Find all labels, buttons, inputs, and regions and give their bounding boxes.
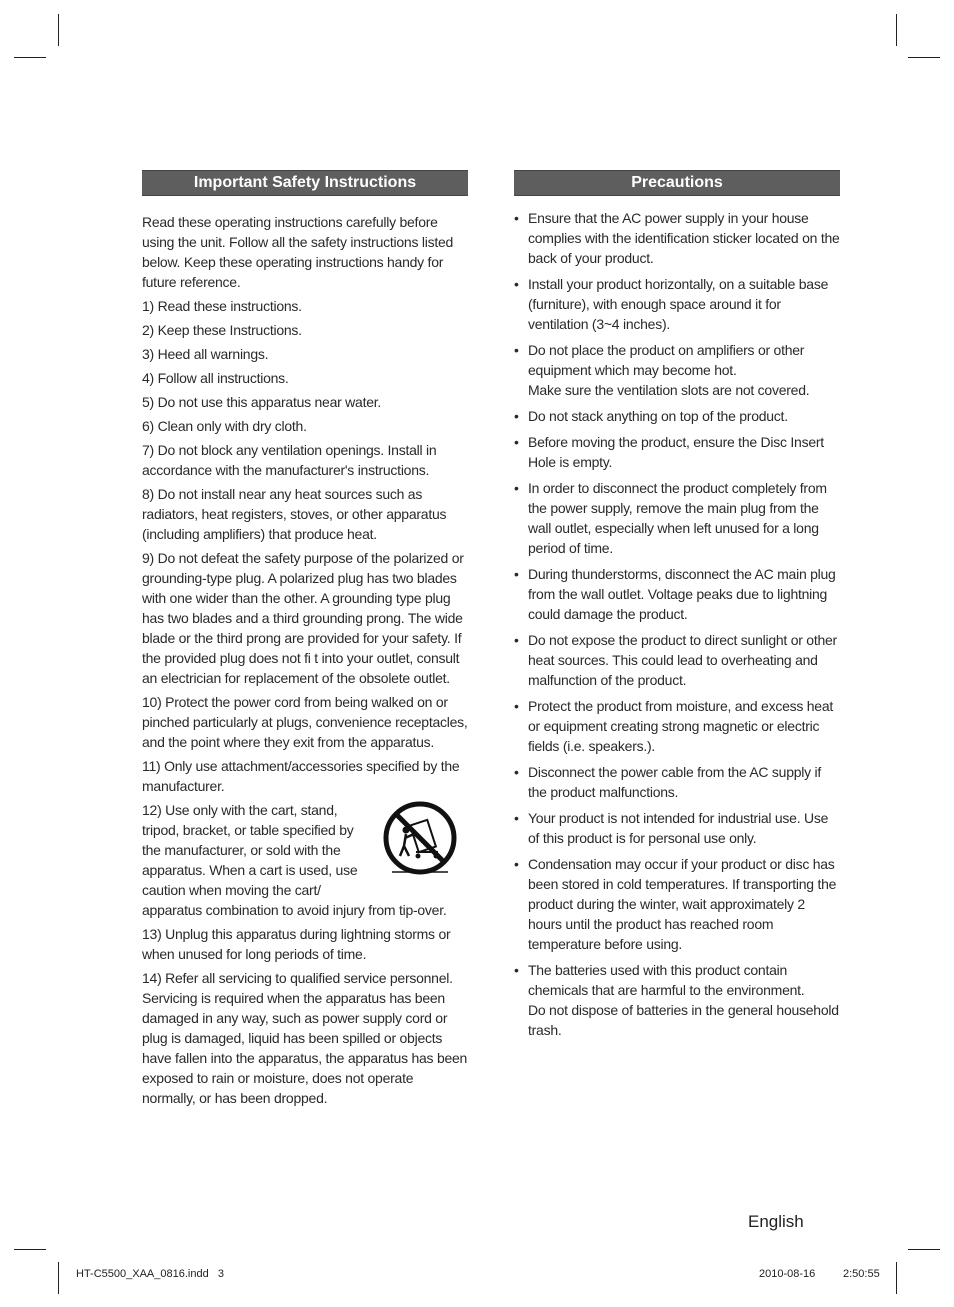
safety-item: 14) Refer all servicing to qualified service personnel. Servicing is required when the apparatus has been damaged in any way, such as power supply cord or plug is damaged, liquid has been spilled or objects have fallen into the apparatus, the apparatus has been exposed to rain or moisture, does not operate normally, or has been dropped. <box>142 970 468 1106</box>
safety-instructions-column <box>142 170 468 1108</box>
precaution-item <box>514 478 840 558</box>
safety-item-cart-continued: apparatus combination to avoid injury from tip-over. <box>142 902 447 918</box>
bullet-dot: • <box>514 434 519 450</box>
precaution-item <box>514 854 840 954</box>
bullet-dot: • <box>514 342 519 358</box>
crop-mark <box>908 57 940 58</box>
bullet-dot: • <box>514 962 519 978</box>
safety-intro-paragraph: Read these operating instructions carefully before using the unit. Follow all the safety instructions listed below. Keep these operating instructions handy for future reference. <box>142 214 454 290</box>
safety-item: 8) Do not install near any heat sources such as radiators, heat registers, stoves, or other apparatus (including amplifiers) that produce heat. <box>142 486 447 542</box>
precaution-text: Do not expose the product to direct sunlight or other heat sources. This could lead to overheating and malfunction of the product. <box>528 632 837 688</box>
crop-mark <box>908 1249 940 1250</box>
safety-item: 13) Unplug this apparatus during lightning storms or when unused for long periods of time. <box>142 926 451 962</box>
safety-item: 11) Only use attachment/accessories specified by the manufacturer. <box>142 758 460 794</box>
precaution-text: Protect the product from moisture, and excess heat or equipment creating strong magnetic or electric fields (i.e. speakers.). <box>528 698 833 754</box>
crop-mark <box>896 1262 897 1294</box>
safety-instructions-header: Important Safety Instructions <box>142 170 468 196</box>
crop-mark <box>14 1249 46 1250</box>
safety-item: 9) Do not defeat the safety purpose of the polarized or grounding-type plug. A polarized plug has two blades with one wider than the other. A grounding type plug has two blades and a third grounding prong. The wide blade or the third prong are provided for your safety. If the provided plug does not fi t into your outlet, consult an electrician for replacement of the obsolete outlet. <box>142 550 464 686</box>
precaution-text: Do not place the product on amplifiers or other equipment which may become hot. <box>528 342 805 378</box>
precaution-text: In order to disconnect the product completely from the power supply, remove the main plug from the wall outlet, especially when left unused for a long period of time. <box>528 480 827 556</box>
precaution-item <box>514 274 840 334</box>
precaution-text: During thunderstorms, disconnect the AC main plug from the wall outlet. Voltage peaks due to lightning could damage the product. <box>528 566 836 622</box>
precaution-item <box>514 762 840 802</box>
crop-mark <box>58 14 59 46</box>
precaution-text: Do not stack anything on top of the product. <box>528 408 788 424</box>
footer-date: 2010-08-16 <box>759 1268 816 1280</box>
bullet-dot: • <box>514 632 519 648</box>
safety-item: 3) Heed all warnings. <box>142 346 269 362</box>
precaution-item <box>514 960 840 1040</box>
precaution-text: Before moving the product, ensure the Disc Insert Hole is empty. <box>528 434 824 470</box>
safety-item: 1) Read these instructions. <box>142 298 302 314</box>
bullet-dot: • <box>514 856 519 872</box>
safety-item-cart-text: 12) Use only with the cart, stand, tripod, bracket, or table specified by the manufacturer, or sold with the apparatus. When a cart is used, use caution when moving the cart/ <box>142 802 358 898</box>
bullet-dot: • <box>514 698 519 714</box>
precaution-item <box>514 340 840 400</box>
crop-mark <box>58 1262 59 1294</box>
safety-item: 7) Do not block any ventilation openings. Install in accordance with the manufacturer's instructions. <box>142 442 437 478</box>
precaution-item <box>514 696 840 756</box>
crop-mark <box>896 14 897 46</box>
precaution-text: Disconnect the power cable from the AC supply if the product malfunctions. <box>528 764 822 800</box>
precaution-item <box>514 432 840 472</box>
bullet-dot: • <box>514 566 519 582</box>
precaution-item <box>514 808 840 848</box>
crop-mark <box>14 57 46 58</box>
safety-item: 4) Follow all instructions. <box>142 370 289 386</box>
precaution-text: Install your product horizontally, on a suitable base (furniture), with enough space around it for ventilation (3~4 inches). <box>528 276 829 332</box>
safety-item: 2) Keep these Instructions. <box>142 322 302 338</box>
page-language-label: English <box>748 1212 804 1231</box>
bullet-dot: • <box>514 764 519 780</box>
safety-item-cart <box>142 800 468 920</box>
precaution-text-extra: Do not dispose of batteries in the general household trash. <box>528 1002 839 1038</box>
bullet-dot: • <box>514 210 519 226</box>
precaution-text: Ensure that the AC power supply in your house complies with the identification sticker located on the back of your product. <box>528 210 840 266</box>
footer-time: 2:50:55 <box>843 1268 880 1280</box>
precaution-item <box>514 208 840 268</box>
cart-tip-over-warning-icon <box>382 800 462 880</box>
safety-item: 6) Clean only with dry cloth. <box>142 418 307 434</box>
precautions-column <box>514 170 840 1046</box>
safety-items-list <box>142 296 468 1108</box>
precautions-list <box>514 208 840 1040</box>
bullet-dot: • <box>514 408 519 424</box>
safety-item: 10) Protect the power cord from being walked on or pinched particularly at plugs, convenience receptacles, and the point where they exit from the apparatus. <box>142 694 468 750</box>
precaution-text: The batteries used with this product contain chemicals that are harmful to the environment. <box>528 962 805 998</box>
footer-filename: HT-C5500_XAA_0816.indd 3 <box>76 1268 224 1280</box>
precaution-item <box>514 564 840 624</box>
bullet-dot: • <box>514 480 519 496</box>
bullet-dot: • <box>514 276 519 292</box>
precaution-text: Your product is not intended for industrial use. Use of this product is for personal use only. <box>528 810 829 846</box>
precaution-text: Condensation may occur if your product or disc has been stored in cold temperatures. If transporting the product during the winter, wait approximately 2 hours until the product has reached room temperature before using. <box>528 856 837 952</box>
precaution-item <box>514 406 840 426</box>
precaution-item <box>514 630 840 690</box>
bullet-dot: • <box>514 810 519 826</box>
precaution-text-extra: Make sure the ventilation slots are not covered. <box>528 382 810 398</box>
precautions-header: Precautions <box>514 170 840 196</box>
safety-item: 5) Do not use this apparatus near water. <box>142 394 382 410</box>
